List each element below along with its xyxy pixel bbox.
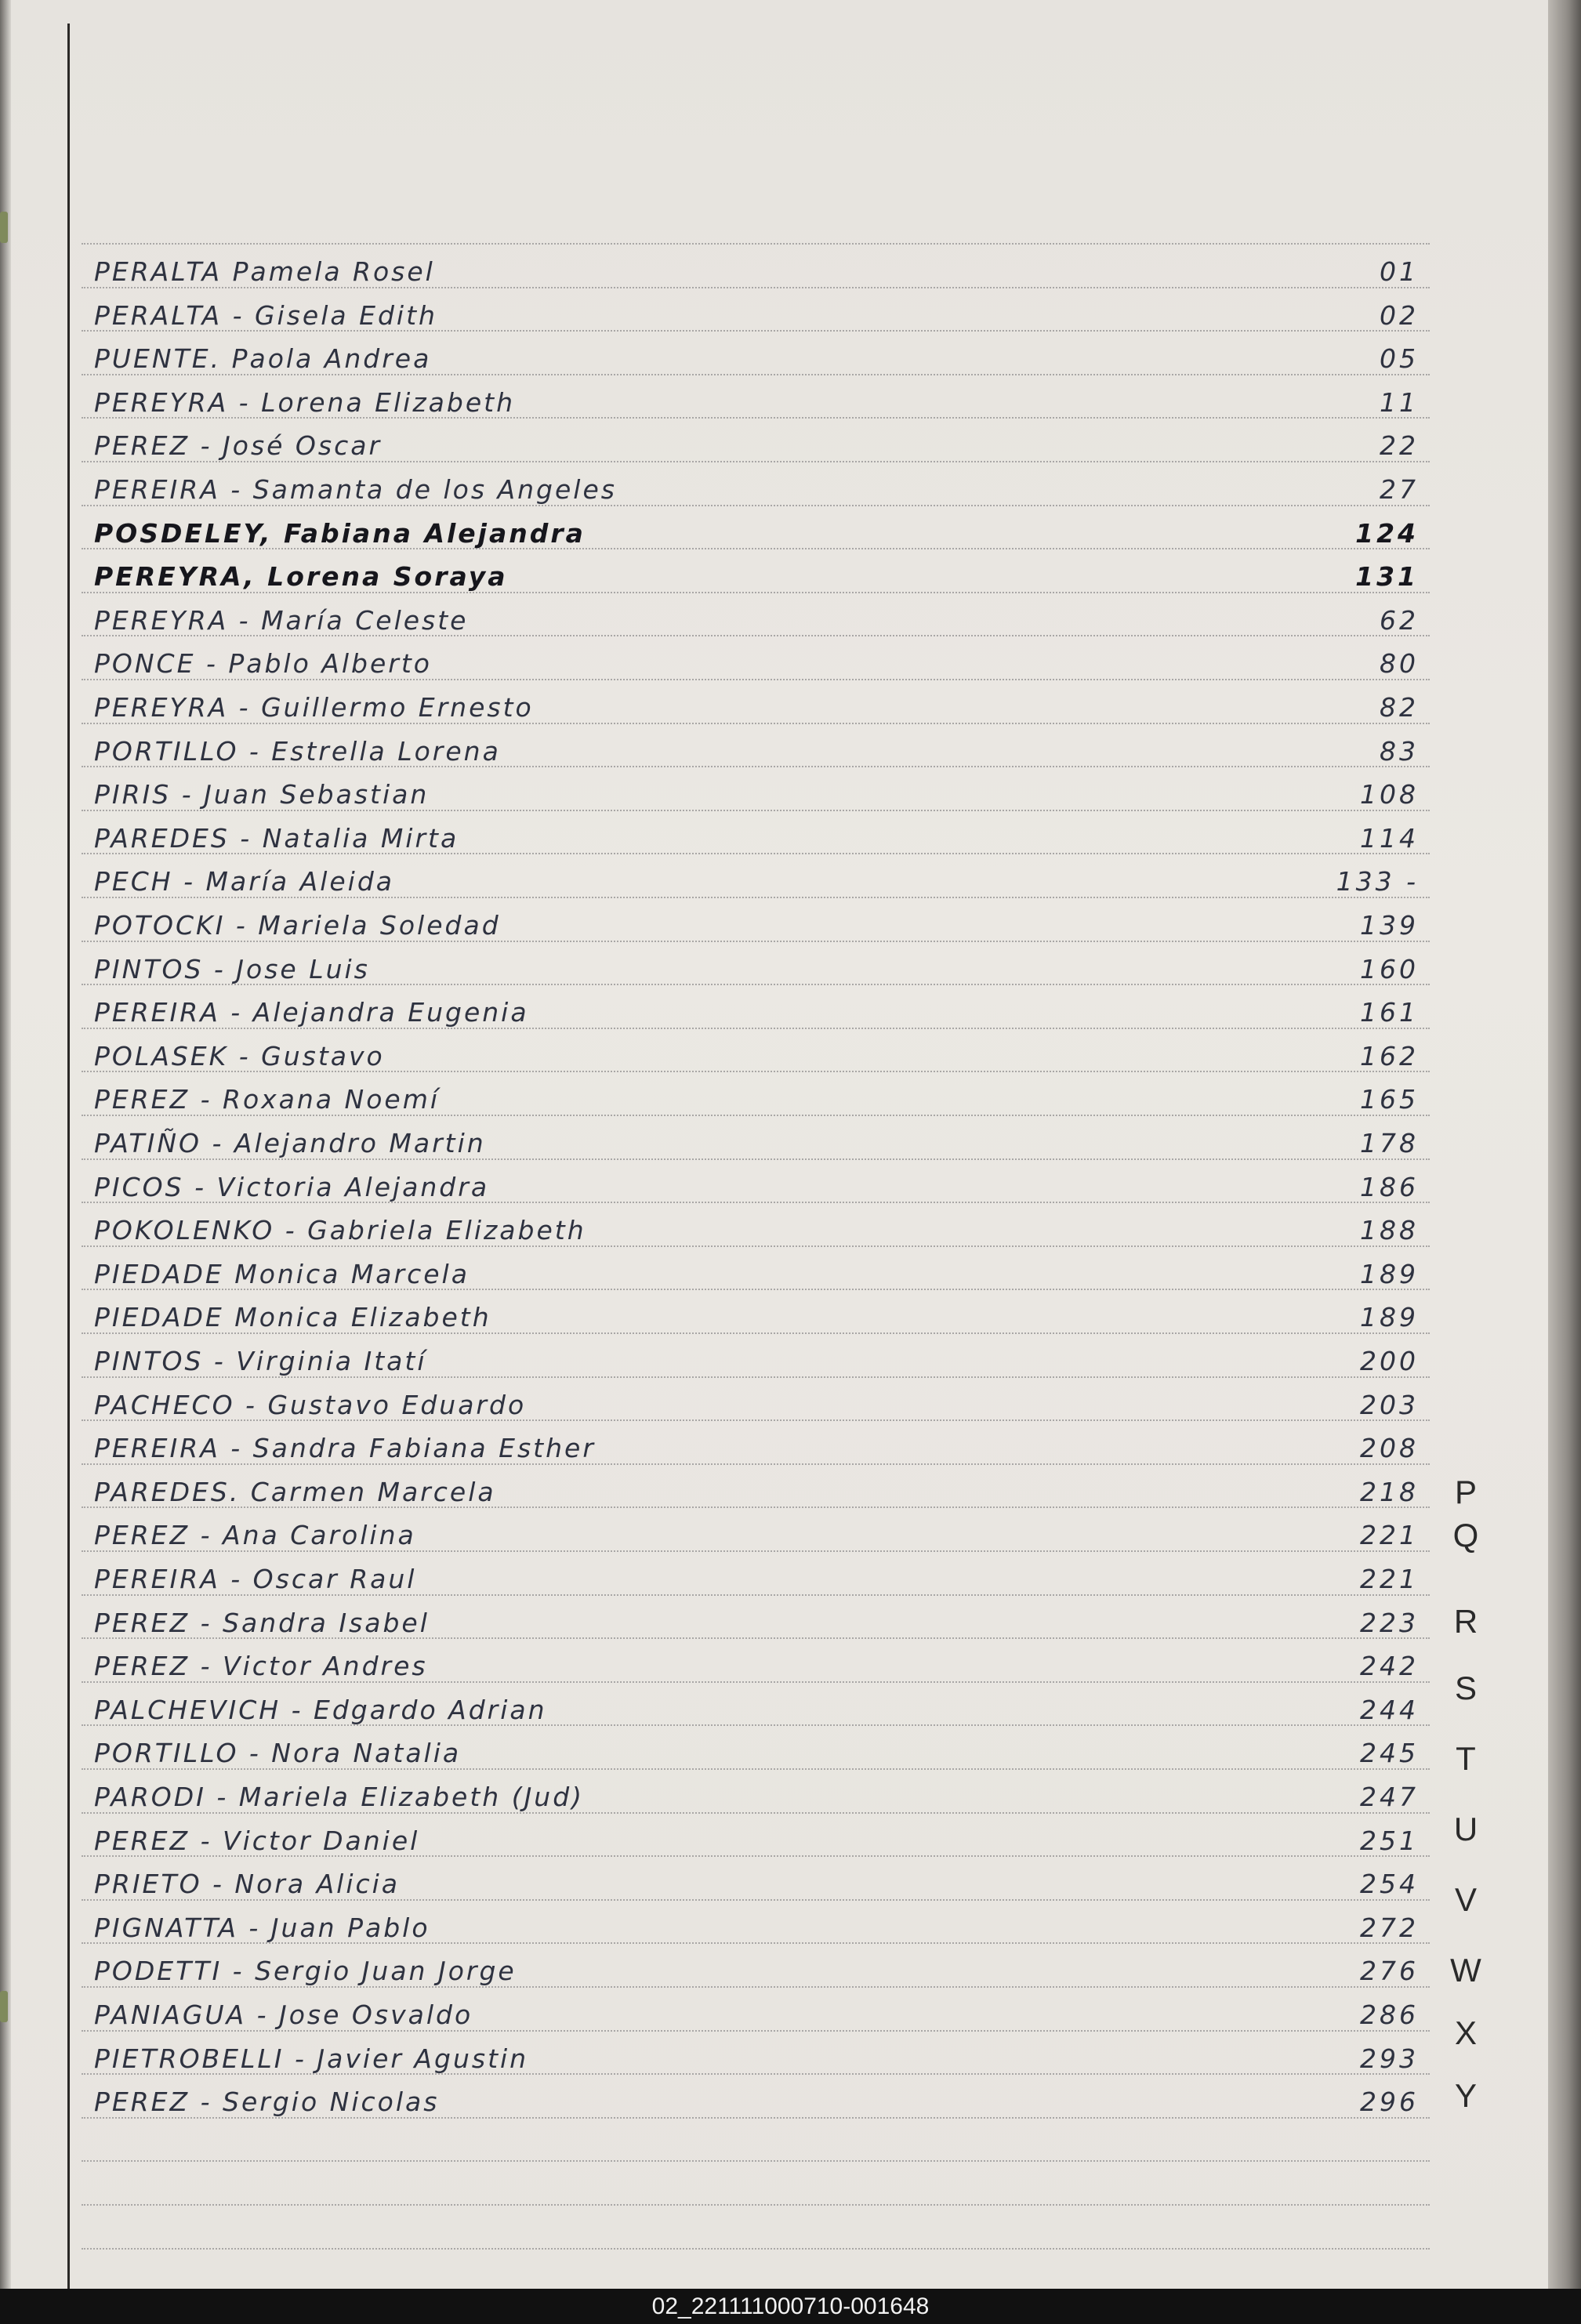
- index-entry: [94, 1726, 1427, 1768]
- index-tab-y: Y: [1454, 2077, 1477, 2114]
- entry-name: PECH - María Aleida: [94, 866, 395, 897]
- index-entry: [94, 1029, 1427, 1071]
- entry-number: 188: [1360, 1215, 1419, 1246]
- entry-name: PEREZ - Roxana Noemí: [94, 1084, 441, 1115]
- entry-name: PEREIRA - Alejandra Eugenia: [94, 997, 529, 1028]
- index-tab-r: R: [1453, 1603, 1478, 1640]
- entry-number: 242: [1360, 1651, 1419, 1682]
- entry-name: POKOLENKO - Gabriela Elizabeth: [94, 1215, 586, 1246]
- index-tab-w: W: [1450, 1952, 1481, 1989]
- entry-name: PINTOS - Jose Luis: [94, 953, 370, 984]
- index-entry: [94, 1944, 1427, 1986]
- entry-number: 160: [1360, 953, 1419, 984]
- index-tab-x: X: [1454, 2014, 1477, 2051]
- entry-name: PEREZ - Victor Andres: [94, 1651, 428, 1682]
- index-entry: [94, 1247, 1427, 1289]
- index-entry: [94, 288, 1427, 331]
- entry-number: 247: [1360, 1782, 1419, 1812]
- entry-name: PEREZ - Victor Daniel: [94, 1825, 420, 1856]
- entry-name: PEREZ - Sergio Nicolas: [94, 2087, 440, 2118]
- entry-number: 254: [1360, 1869, 1419, 1900]
- entry-name: PAREDES - Natalia Mirta: [94, 822, 459, 854]
- index-tab-u: U: [1453, 1811, 1478, 1847]
- entry-name: PEREZ - Sandra Isabel: [94, 1607, 430, 1638]
- entry-name: PUENTE. Paola Andrea: [94, 343, 432, 375]
- index-entry: [94, 1901, 1427, 1943]
- page-edge-shadow: [1548, 0, 1581, 2289]
- entry-number: 161: [1360, 997, 1419, 1028]
- entry-name: PEREIRA - Sandra Fabiana Esther: [94, 1433, 596, 1464]
- alphabet-index-tabs: [1442, 1474, 1521, 2148]
- entry-name: PEREYRA - Guillermo Ernesto: [94, 692, 534, 723]
- index-entry: [94, 506, 1427, 549]
- index-entry: [94, 245, 1427, 287]
- index-entry: [94, 1203, 1427, 1245]
- entry-number: 165: [1360, 1084, 1419, 1115]
- entry-name: PODETTI - Sergio Juan Jorge: [94, 1956, 517, 1987]
- entry-number: 02: [1380, 299, 1419, 331]
- entry-name: PIRIS - Juan Sebastian: [94, 779, 430, 810]
- index-entry: [94, 1072, 1427, 1115]
- entry-name: PINTOS - Virginia Itatí: [94, 1346, 427, 1376]
- index-entry: [94, 419, 1427, 461]
- entry-name: PAREDES. Carmen Marcela: [94, 1476, 496, 1507]
- index-tab-v: V: [1454, 1881, 1477, 1918]
- index-entry: [94, 811, 1427, 854]
- entry-name: PICOS - Victoria Alejandra: [94, 1171, 490, 1202]
- index-entry: [94, 898, 1427, 941]
- entry-name: PIEDADE Monica Marcela: [94, 1258, 470, 1289]
- entry-number: 186: [1360, 1171, 1419, 1202]
- index-entry: [94, 332, 1427, 374]
- entry-number: 01: [1380, 256, 1419, 287]
- index-tab-q: Q: [1452, 1517, 1479, 1554]
- entry-number: 208: [1360, 1433, 1419, 1464]
- scan-identifier-bar: [0, 2289, 1581, 2324]
- entry-name: PEREYRA - Lorena Elizabeth: [94, 386, 515, 418]
- entry-name: PONCE - Pablo Alberto: [94, 648, 432, 680]
- entry-name: PEREYRA, Lorena Soraya: [94, 561, 508, 593]
- index-entry: [94, 1290, 1427, 1332]
- index-entry: [94, 1378, 1427, 1420]
- entry-name: PORTILLO - Nora Natalia: [94, 1738, 462, 1769]
- index-entry: [94, 2032, 1427, 2074]
- index-entry: [94, 636, 1427, 679]
- entry-name: POLASEK - Gustavo: [94, 1040, 385, 1071]
- index-entry: [94, 462, 1427, 505]
- index-entry: [94, 1160, 1427, 1202]
- index-entry: [94, 593, 1427, 636]
- entry-number: 139: [1360, 910, 1419, 941]
- index-entry: [94, 1988, 1427, 2030]
- index-entry: [94, 942, 1427, 984]
- entry-number: 131: [1355, 561, 1419, 593]
- index-entry: [94, 1334, 1427, 1376]
- entry-number: 189: [1360, 1258, 1419, 1289]
- index-entry: [94, 724, 1427, 767]
- entry-name: PEREYRA - María Celeste: [94, 604, 469, 636]
- entry-name: PACHECO - Gustavo Eduardo: [94, 1389, 527, 1420]
- entry-name: PEREIRA - Oscar Raul: [94, 1564, 417, 1594]
- index-entry: [94, 549, 1427, 592]
- entry-number: 221: [1360, 1564, 1419, 1594]
- entry-name: PEREZ - José Oscar: [94, 430, 383, 462]
- entry-number: 124: [1355, 517, 1419, 549]
- entry-number: 200: [1360, 1346, 1419, 1376]
- entry-number: 296: [1360, 2087, 1419, 2118]
- entry-name: PEREIRA - Samanta de los Angeles: [94, 474, 617, 505]
- index-entry: [94, 1508, 1427, 1550]
- entry-number: 286: [1360, 2000, 1419, 2030]
- entry-name: PEREZ - Ana Carolina: [94, 1520, 416, 1551]
- entry-name: PERALTA - Gisela Edith: [94, 299, 437, 331]
- index-entry: [94, 375, 1427, 418]
- index-entry: [94, 1639, 1427, 1681]
- index-tab-s: S: [1454, 1670, 1477, 1706]
- entry-name: PRIETO - Nora Alicia: [94, 1869, 401, 1900]
- index-entry: [94, 1814, 1427, 1856]
- entry-number: 223: [1360, 1607, 1419, 1638]
- entry-name: PALCHEVICH - Edgardo Adrian: [94, 1694, 547, 1725]
- index-entry: [94, 1857, 1427, 1899]
- index-tab-p: P: [1454, 1474, 1477, 1510]
- index-entry: [94, 1596, 1427, 1638]
- entry-number: 244: [1360, 1694, 1419, 1725]
- entry-number: 83: [1380, 735, 1419, 767]
- scan-identifier: 02_221111000710-001648: [651, 2293, 930, 2319]
- entry-number: 22: [1380, 430, 1419, 462]
- entry-number: 178: [1360, 1128, 1419, 1158]
- entry-number: 276: [1360, 1956, 1419, 1987]
- entry-number: 11: [1380, 386, 1419, 418]
- entry-number: 221: [1360, 1520, 1419, 1551]
- index-tab-t: T: [1456, 1740, 1476, 1777]
- entry-number: 133 -: [1336, 866, 1419, 897]
- index-entry: [94, 1421, 1427, 1463]
- index-entry: [94, 985, 1427, 1028]
- entry-number: 05: [1380, 343, 1419, 375]
- entry-number: 82: [1380, 692, 1419, 723]
- entry-name: PANIAGUA - Jose Osvaldo: [94, 2000, 473, 2030]
- entry-number: 80: [1380, 648, 1419, 680]
- entry-number: 251: [1360, 1825, 1419, 1856]
- entry-number: 293: [1360, 2043, 1419, 2074]
- index-entry: [94, 767, 1427, 810]
- entry-name: PIETROBELLI - Javier Agustin: [94, 2043, 529, 2074]
- entry-number: 114: [1360, 822, 1419, 854]
- index-entry: [94, 680, 1427, 723]
- entry-number: 27: [1380, 474, 1419, 505]
- entry-number: 272: [1360, 1912, 1419, 1943]
- entry-name: PERALTA Pamela Rosel: [94, 256, 435, 287]
- index-entry: [94, 1770, 1427, 1812]
- entry-name: PARODI - Mariela Elizabeth (Jud): [94, 1782, 585, 1812]
- entry-number: 189: [1360, 1302, 1419, 1333]
- entry-number: 245: [1360, 1738, 1419, 1769]
- index-entry: [94, 854, 1427, 897]
- index-entry: [94, 1116, 1427, 1158]
- entry-name: PIGNATTA - Juan Pablo: [94, 1912, 430, 1943]
- index-entry: [94, 1465, 1427, 1507]
- entry-name: PATIÑO - Alejandro Martin: [94, 1128, 486, 1158]
- entry-number: 162: [1360, 1040, 1419, 1071]
- entry-name: POTOCKI - Mariela Soledad: [94, 910, 501, 941]
- index-entry: [94, 2075, 1427, 2117]
- entry-name: POSDELEY, Fabiana Alejandra: [94, 517, 586, 549]
- entry-number: 108: [1360, 779, 1419, 810]
- index-entry: [94, 1552, 1427, 1594]
- entry-number: 218: [1360, 1476, 1419, 1507]
- entry-number: 62: [1380, 604, 1419, 636]
- entry-name: PIEDADE Monica Elizabeth: [94, 1302, 491, 1333]
- entry-name: PORTILLO - Estrella Lorena: [94, 735, 501, 767]
- index-entry: [94, 1683, 1427, 1725]
- entry-number: 203: [1360, 1389, 1419, 1420]
